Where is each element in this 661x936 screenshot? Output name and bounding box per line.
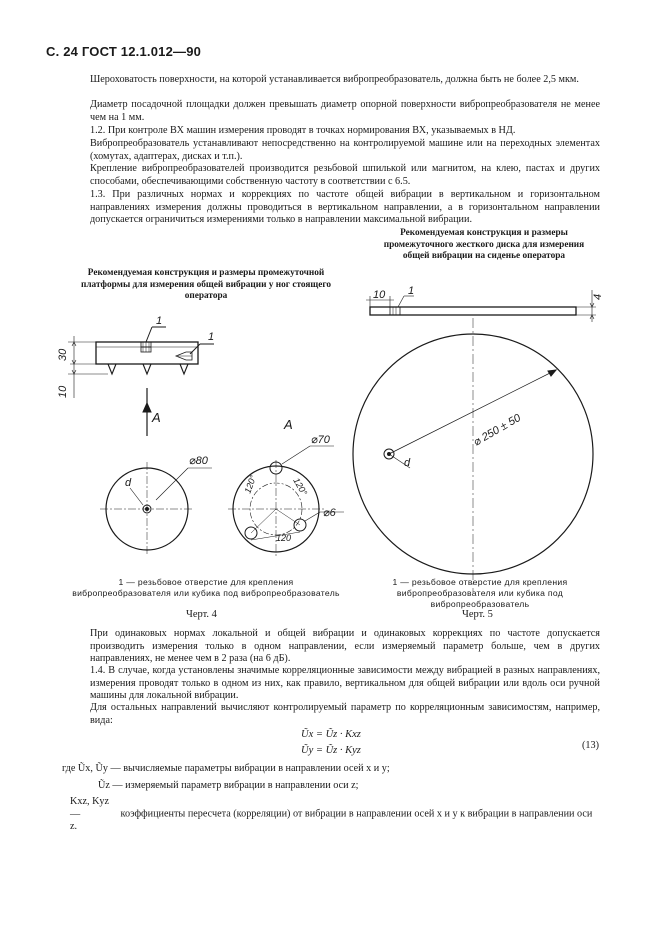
label-1-side: 1 xyxy=(208,331,215,343)
definition-text: коэффициенты пересчета (корреляции) от вибрации в направлении осей x и y к вибрации в направлении оси z. xyxy=(70,808,593,833)
view-a-label: A xyxy=(284,417,293,432)
formula-rhs: = Ũz · Kyz xyxy=(315,745,361,756)
dim-10: 10 xyxy=(373,289,386,301)
figure4-caption: 1 — резьбовое отверстие для крепления вибропреобразователя или кубика под вибропреобразователь xyxy=(72,577,340,598)
figure4-title: Рекомендуемая конструкция и размеры промежуточной платформы для измерения общей вибрации у ног стоящего оператора xyxy=(80,268,332,301)
dim-120-bottom: 120 xyxy=(276,533,292,543)
label-d: d xyxy=(125,477,132,489)
dim-4: 4 xyxy=(592,293,604,300)
definition-term: Ũz — xyxy=(98,780,123,791)
definition-row xyxy=(70,796,600,834)
dim-d80: ⌀80 xyxy=(189,455,208,467)
paragraph: 1.4. В случае, когда установлены значимые корреляционные зависимости между вибрацией в разных направлениях, измерения проводят только в одном из них, как правило, вертикальном для общей вибрации или вдоль оси ручной машины для локальной вибрации. xyxy=(90,665,600,702)
dim-d70: ⌀70 xyxy=(311,434,330,446)
page-header: С. 24 ГОСТ 12.1.012—90 xyxy=(46,44,202,59)
paragraph: 1.2. При контроле ВХ машин измерения проводят в точках нормирования ВХ, указываемых в НД. xyxy=(90,125,516,136)
angle-120-left: 120° xyxy=(242,473,259,495)
paragraph: Вибропреобразователь устанавливают непосредственно на контролируемой машине или на переходных элементах (хомутах, адаптерах, дисках и т.п.). xyxy=(90,138,600,162)
paragraph: 1.3. При различных нормах и коррекциях по частоте общей вибрации в вертикальном и горизонтальном направлениях измерения должны проводиться в вертикальном направлении, а в горизонтальном направлении допускается ограничиться измерениями только в направлении максимальной вибрации. xyxy=(90,189,600,226)
definition-term: где Ũx, Ũy — xyxy=(62,763,121,774)
formula-lhs: Ũy xyxy=(301,745,314,756)
label-1: 1 xyxy=(408,285,415,297)
dim-d250: ⌀ 250 ± 50 xyxy=(471,411,523,449)
arrow-a-label: A xyxy=(152,410,161,425)
paragraph: При одинаковых нормах локальной и общей вибрации и одинаковых коррекциях по частоте допускается производить измерения только в одном направлении, если измеряемый параметр больше, чем в других направлениях, не менее чем в 2 раза (на 6 дБ). xyxy=(90,628,600,665)
dim-10: 10 xyxy=(57,385,69,398)
definition-term: Kxz, Kyz — xyxy=(70,796,110,820)
paragraph: Для остальных направлений вычисляют контролируемый параметр по корреляционным зависимостям, например, вида: xyxy=(90,702,600,726)
label-1-hole: 1 xyxy=(156,315,163,327)
formula-number: (13) xyxy=(582,740,599,751)
definition-text: вычисляемые параметры вибрации в направлении осей x и y; xyxy=(123,763,390,774)
dim-d6: ⌀6 xyxy=(323,507,336,519)
angle-120-right: 120° xyxy=(291,476,310,498)
figure5-caption: 1 — резьбовое отверстие для крепления вибропреобразователя или кубика под вибропреобразователь xyxy=(392,577,568,609)
figure5-label: Черт. 5 xyxy=(462,609,493,620)
paragraph: Диаметр посадочной площадки должен превышать диаметр опорной поверхности вибропреобразователя не менее чем на 1 мм. xyxy=(90,99,600,123)
definition-row xyxy=(62,763,602,776)
label-d: d xyxy=(404,457,411,469)
formula-lhs: Ũx xyxy=(301,729,314,740)
formula-line-1 xyxy=(301,729,361,740)
formula-line-2 xyxy=(301,745,361,756)
paragraph: Крепление вибропреобразователей производится резьбовой шпилькой или магнитом, на клею, пастах и других способами, обеспечивающими собственную частоту в соответствии с 6.5. xyxy=(90,163,600,187)
figure4-label: Черт. 4 xyxy=(186,609,217,620)
formula-rhs: = Ũz · Kxz xyxy=(315,729,361,740)
paragraph: Шероховатость поверхности, на которой устанавливается вибропреобразователь, должна быть не более 2,5 мкм. xyxy=(90,74,579,85)
figure5-title: Рекомендуемая конструкция и размеры промежуточного жесткого диска для измерения общей вибрации на сиденье оператора xyxy=(383,228,585,261)
definition-text: измеряемый параметр вибрации в направлении оси z; xyxy=(125,780,359,791)
dim-30: 30 xyxy=(57,348,69,361)
definition-row xyxy=(98,780,598,793)
